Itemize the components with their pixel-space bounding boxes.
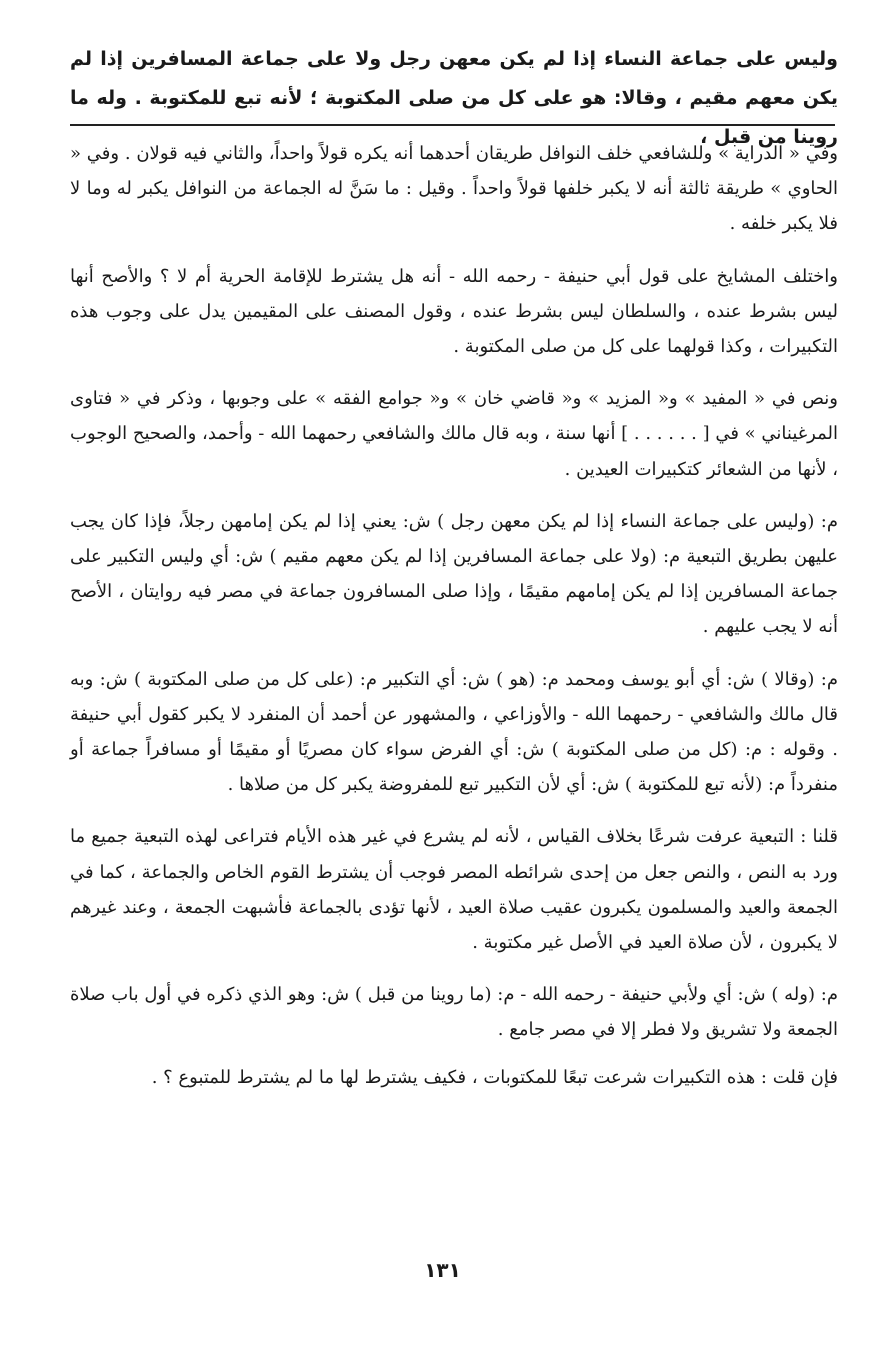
paragraph-qulna: قلنا : التبعية عرفت شرعًا بخلاف القياس ، لأنه لم يشرع في غير هذه الأيام فتراعى لهذه التبعية جميع ما ورد به النص ، والنص جعل من إحدى شرائطه المصر فوجب أن يشترط القوم الخاص والجماعة ، كما في الجمعة والعيد والمسلمون يكبرون عقيب صلاة العيد ، لأنها تؤدى بالجماعة فأشبهت الجمعة ، وعند غيرهم لا يكبرون ، لأن صلاة العيد في الأصل غير مكتوبة . [70, 826, 838, 954]
header-divider [70, 124, 835, 126]
matn-text: وليس على جماعة النساء إذا لم يكن معهن رجل ولا على جماعة المسافرين إذا لم يكن معهم مقيم ، وقالا: هو على كل من صلى المكتوبة ؛ لأنه تبع للمكتوبة . وله ما روينا من قبل ، [70, 48, 838, 148]
page-number: ١٣١ [424, 1258, 461, 1282]
paragraph-dirayah: وفي « الدراية » وللشافعي خلف النوافل طريقان أحدهما أنه يكره قولاً واحداً، والثاني فيه قولان . وفي « الحاوي » طريقة ثالثة أنه لا يكبر خلفها قولاً واحداً . وقيل : ما سَنَّ له الجماعة من النوافل يكبر له وما لا فلا يكبر خلفه . [70, 143, 838, 235]
paragraph-mashayikh: واختلف المشايخ على قول أبي حنيفة - رحمه الله - أنه هل يشترط للإقامة الحرية أم لا ؟ والأصح أنها ليس بشرط عنده ، والسلطان ليس بشرط عنده ، وقول المصنف على المقيمين يدل على وجوب هذه التكبيرات ، وكذا قولهما على كل من صلى المكتوبة . [70, 265, 838, 358]
commentary-body [70, 136, 838, 1112]
paragraph-fa-in-qulta: فإن قلت : هذه التكبيرات شرعت تبعًا للمكتوبات ، فكيف يشترط لها ما لم يشترط للمتبوع ؟ . [151, 1066, 838, 1088]
paragraph-nass: ونص في « المفيد » و« المزيد » و« قاضي خان » و« جوامع الفقه » على وجوبها ، وذكر في « فتاوى المرغيناني » في [ . . . . . . ] أنها سنة ، وبه قال مالك والشافعي رحمهما الله - وأحمد، والصحيح الوجوب ، لأنها من الشعائر كتكبيرات العيدين . [70, 388, 838, 480]
paragraph-qala: م: (وقالا ) ش: أي أبو يوسف ومحمد م: (هو ) ش: أي التكبير م: (على كل من صلى المكتوبة ) ش: وبه قال مالك والشافعي - رحمهما الله - والأوزاعي ، والمشهور عن أحمد أن المنفرد لا يكبر كقول أبي حنيفة . وقوله : م: (كل من صلى المكتوبة ) ش: أي الفرض سواء كان مصريًا أو مقيمًا أو مسافراً جماعة أو منفرداً م: (لأنه تبع للمكتوبة ) ش: أي لأن التكبير تبع للمفروضة يكبر كل من صلاها . [70, 668, 838, 796]
paragraph-nisa: م: (وليس على جماعة النساء إذا لم يكن معهن رجل ) ش: يعني إذا لم يكن إمامهن رجلاً، فإذا كان يجب عليهن بطريق التبعية م: (ولا على جماعة المسافرين إذا لم يكن معهم مقيم ) ش: أي وليس التكبير على جماعة المسافرين إذا لم يكن إمامهم مقيمًا ، وإذا صلى المسافرون جماعة في مصر فيه روايتان ، الأصح أنه لا يجب عليهم . [70, 510, 838, 638]
paragraph-wa-lahu: م: (وله ) ش: أي ولأبي حنيفة - رحمه الله - م: (ما روينا من قبل ) ش: وهو الذي ذكره في أول باب صلاة الجمعة ولا تشريق ولا فطر إلا في مصر جامع . [70, 984, 838, 1041]
